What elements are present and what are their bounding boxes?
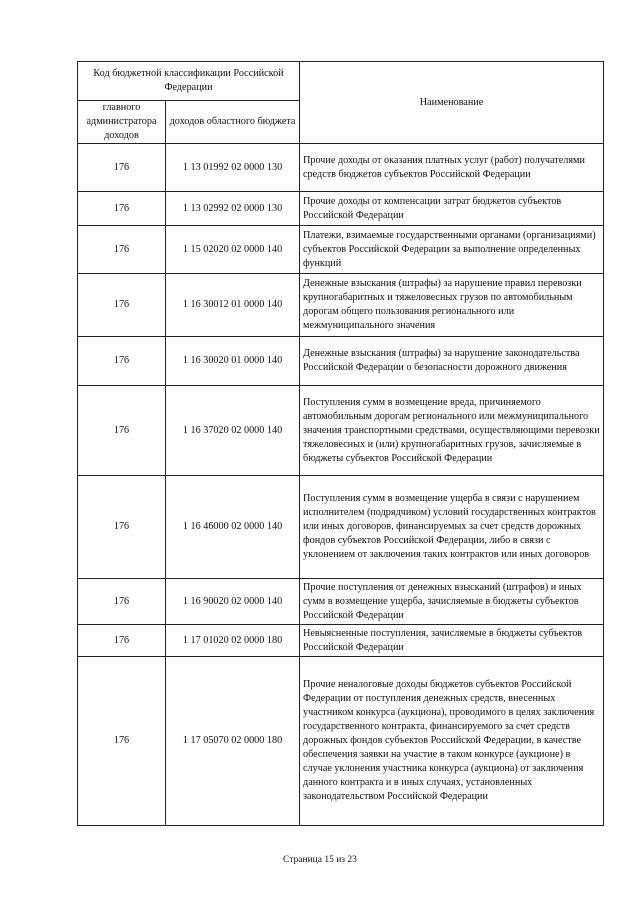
income-code-cell: 1 15 02020 02 0000 140 (166, 226, 300, 274)
admin-column-header: главного администратора доходов (78, 101, 166, 144)
admin-code-cell: 176 (78, 386, 166, 476)
budget-classification-table (77, 61, 604, 826)
income-code-cell: 1 16 30012 01 0000 140 (166, 274, 300, 337)
income-code-cell: 1 16 90020 02 0000 140 (166, 579, 300, 625)
name-cell: Прочие неналоговые доходы бюджетов субъектов Российской Федерации от поступления денежных средств, внесенных участником конкурса (аукциона), проводимого в целях заключения государственного контракта, финансируемого за счет средств дорожных фондов субъектов Российской Федерации, в качестве обеспечения заявки на участие в таком конкурсе (аукционе) в случае уклонения участника конкурса (аукциона) от заключения данного контракта и в иных случаях, установленных законодательством Российской Федерации (300, 657, 604, 826)
income-code-cell: 1 16 30020 01 0000 140 (166, 337, 300, 386)
income-code-cell: 1 17 01020 02 0000 180 (166, 625, 300, 657)
table-row (78, 226, 604, 274)
name-cell: Платежи, взимаемые государственными органами (организациями) субъектов Российской Федерации за выполнение определенных функций (300, 226, 604, 274)
name-cell: Прочие поступления от денежных взысканий (штрафов) и иных сумм в возмещение ущерба, зачисляемые в бюджеты субъектов Российской Федерации (300, 579, 604, 625)
table-row (78, 657, 604, 826)
name-column-header: Наименование (300, 62, 604, 144)
admin-code-cell: 176 (78, 657, 166, 826)
name-cell: Прочие доходы от оказания платных услуг (работ) получателями средств бюджетов субъектов Российской Федерации (300, 144, 604, 192)
admin-code-cell: 176 (78, 226, 166, 274)
name-cell: Поступления сумм в возмещение вреда, причиняемого автомобильным дорогам регионального или межмуниципального значения транспортными средствами, осуществляющими перевозки тяжеловесных и (или) крупногабаритных грузов, зачисляемые в бюджеты субъектов Российской Федерации (300, 386, 604, 476)
admin-code-cell: 176 (78, 192, 166, 226)
page-number: Страница 15 из 23 (283, 855, 357, 865)
admin-code-cell: 176 (78, 337, 166, 386)
admin-code-cell: 176 (78, 476, 166, 579)
name-cell: Прочие доходы от компенсации затрат бюджетов субъектов Российской Федерации (300, 192, 604, 226)
table-row (78, 625, 604, 657)
admin-code-cell: 176 (78, 144, 166, 192)
name-cell: Поступления сумм в возмещение ущерба в связи с нарушением исполнителем (подрядчиком) условий государственных контрактов или иных договоров, финансируемых за счет средств дорожных фондов субъектов Российской Федерации, либо в связи с уклонением от заключения таких контрактов или иных договоров (300, 476, 604, 579)
name-cell: Денежные взыскания (штрафы) за нарушение правил перевозки крупногабаритных и тяжеловесных грузов по автомобильным дорогам общего пользования регионального или межмуниципального значения (300, 274, 604, 337)
income-code-cell: 1 16 37020 02 0000 140 (166, 386, 300, 476)
admin-code-cell: 176 (78, 274, 166, 337)
income-code-cell: 1 16 46000 02 0000 140 (166, 476, 300, 579)
income-column-header: доходов областного бюджета (166, 101, 300, 144)
admin-code-cell: 176 (78, 579, 166, 625)
name-cell: Невыясненные поступления, зачисляемые в бюджеты субъектов Российской Федерации (300, 625, 604, 657)
admin-code-cell: 176 (78, 625, 166, 657)
table-row (78, 274, 604, 337)
table-row (78, 192, 604, 226)
income-code-cell: 1 13 01992 02 0000 130 (166, 144, 300, 192)
table-row (78, 144, 604, 192)
income-code-cell: 1 17 05070 02 0000 180 (166, 657, 300, 826)
table-header (78, 62, 604, 144)
table-row (78, 476, 604, 579)
name-cell: Денежные взыскания (штрафы) за нарушение законодательства Российской Федерации о безопасности дорожного движения (300, 337, 604, 386)
code-group-header: Код бюджетной классификации Российской Федерации (78, 62, 300, 101)
table-row (78, 579, 604, 625)
table-row (78, 337, 604, 386)
table-body (78, 144, 604, 826)
table-row (78, 386, 604, 476)
income-code-cell: 1 13 02992 02 0000 130 (166, 192, 300, 226)
